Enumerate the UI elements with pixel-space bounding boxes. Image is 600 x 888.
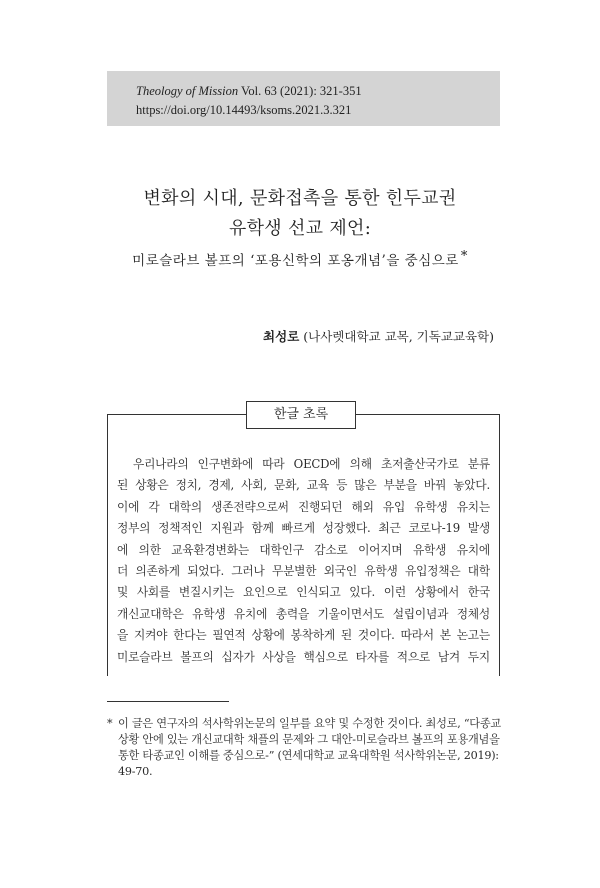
author-line [263, 327, 494, 345]
footnote-marker: * [107, 717, 113, 730]
abstract-line: 을 지켜야 한다는 필연적 상황에 봉착하게 된 것이다. 따라서 본 논고는 [117, 628, 490, 643]
volume-pages: Vol. 63 (2021): 321-351 [241, 84, 362, 98]
footnote-line: 이 글은 연구자의 석사학위논문의 일부를 요약 및 수정한 것이다. 최성로, “다종교 [118, 717, 501, 730]
abstract-line: 및 사회를 변질시키는 요인으로 인식되고 있다. 이런 상황에서 한국 [117, 585, 490, 600]
abstract-line: 더 의존하게 되었다. 그러나 무분별한 외국인 유학생 유입정책은 대학 [117, 564, 490, 579]
author-name: 최성로 [263, 329, 300, 344]
footnote-line: 통한 타종교인 이해를 중심으로-” (연세대학교 교육대학원 석사학위논문, 2019): [118, 749, 499, 762]
subtitle-text: 미로슬라브 볼프의 ‘포용신학의 포옹개념’을 중심으로 [132, 253, 459, 269]
abstract-line: 정부의 정책적인 지원과 함께 빠르게 성장했다. 최근 코로나-19 발생 [117, 521, 490, 536]
title-footnote-marker[interactable]: * [460, 249, 468, 264]
subtitle [0, 249, 600, 269]
abstract-line: 우리나라의 인구변화에 따라 OECD에 의해 초저출산국가로 분류 [133, 457, 490, 471]
footnote-divider [107, 701, 229, 702]
abstract-line: 이에 각 대학의 생존전략으로써 진행되던 해외 유입 유학생 유치는 [117, 499, 490, 514]
abstract-line: 미로슬라브 볼프의 십자가 사상을 핵심으로 타자를 적으로 남겨 두지 [117, 649, 490, 664]
title-line-2: 유학생 선교 제언: [228, 218, 372, 239]
abstract-heading: 한글 초록 [246, 401, 356, 429]
footnote [107, 716, 500, 780]
footnote-line: 49-70. [118, 765, 153, 778]
citation-line [136, 82, 500, 101]
journal-name: Theology of Mission [136, 84, 239, 98]
journal-citation-box [107, 71, 500, 126]
footnote-line: 상황 안에 있는 개신교대학 채플의 문제와 그 대안-미로슬라브 볼프의 포용개념을 [118, 733, 500, 746]
abstract-line: 개신교대학은 유학생 유치에 총력을 기울이면서도 설립이념과 정체성 [117, 606, 490, 621]
title-line-1: 변화의 시대, 문화접촉을 통한 힌두교권 [143, 188, 457, 209]
doi-link[interactable]: https://doi.org/10.14493/ksoms.2021.3.321 [136, 103, 352, 117]
abstract-body [117, 454, 490, 668]
author-affiliation: (나사렛대학교 교목, 기독교교육학) [303, 329, 494, 344]
abstract-line: 된 상황은 정치, 경제, 사회, 문화, 교육 등 많은 부분을 바꿔 놓았다. [117, 478, 490, 493]
abstract-line: 에 의한 교육환경변화는 대학인구 감소로 이어지며 유학생 유치에 [117, 542, 490, 557]
